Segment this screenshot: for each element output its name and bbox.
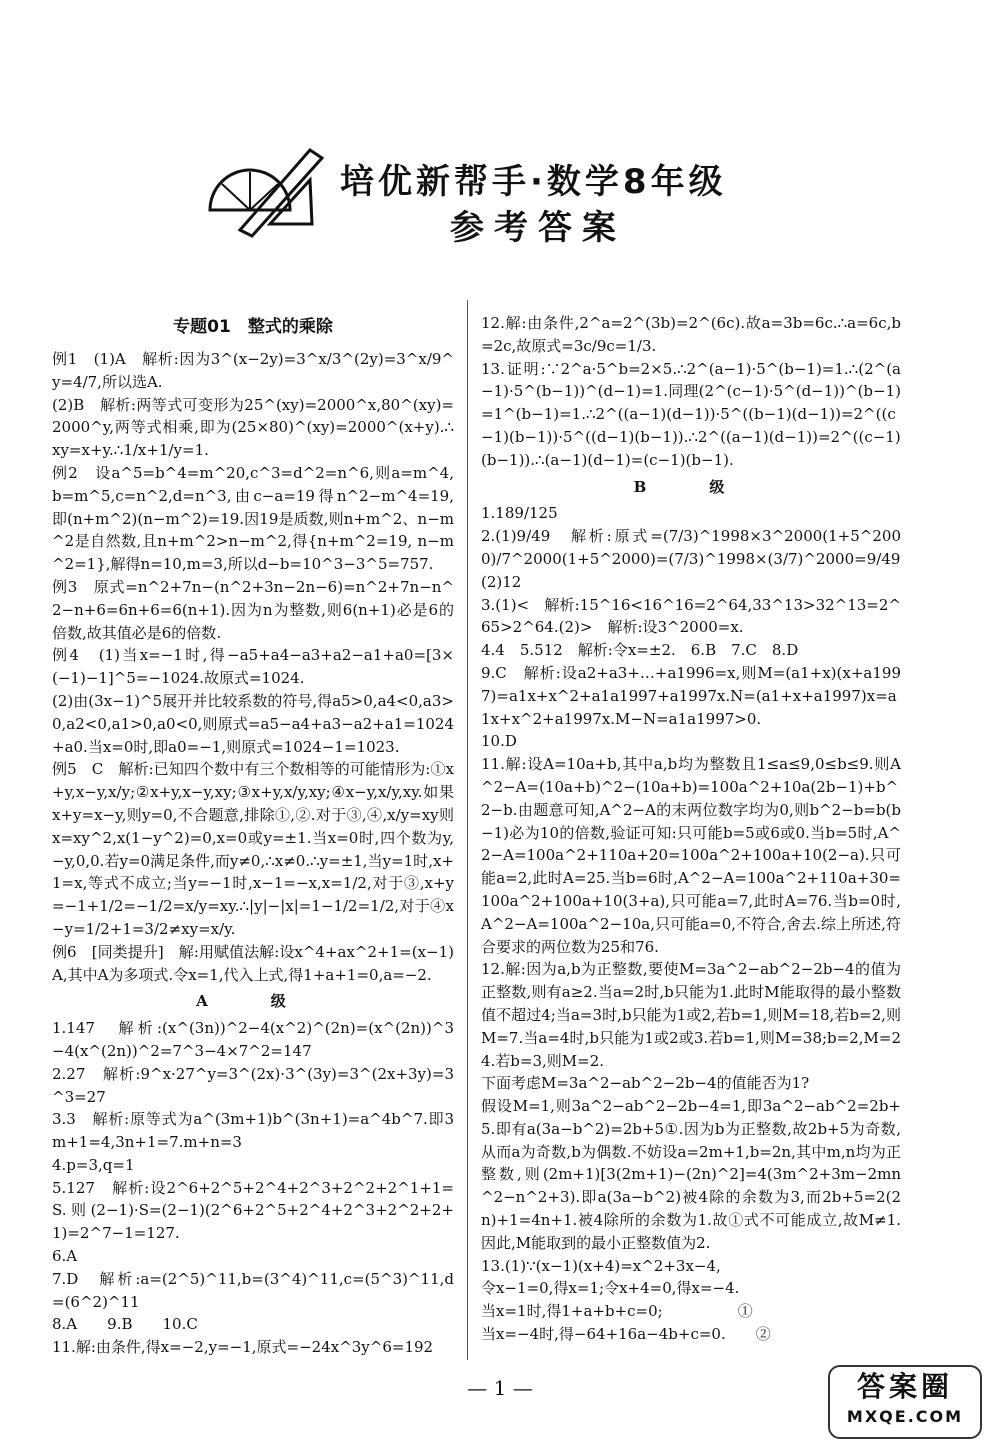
answer-paragraph: 例2 设a^5=b^4=m^20,c^3=d^2=n^6,则a=m^4,b=m^5,c=n^2,d=n^3,由c−a=19得n^2−m^4=19,即(n+m^2)(n−m^2)=19.因19是质数,则n+m^2、n−m^2是自然数,且n+m^2>n−m^2,得{n+m^2=19, n−m^2=1},解得n=10,m=3,所以d−b=10^3−3^5=757. xyxy=(52,463,454,574)
answer-paragraph: 令x−1=0,得x=1;令x+4=0,得x=−4. xyxy=(481,1279,740,1298)
answer-paragraph: 10.D xyxy=(481,732,517,751)
answer-paragraph: 12.解:因为a,b为正整数,要使M=3a^2−ab^2−2b−4的值为正整数,则有a≥2.当a=2时,b只能为1.此时M能取得的最小整数值不超过4;当a=3时,b只能为1或2,若b=1,则M=18,若b=2,则M=7.当a=4时,b只能为1或2或3.若b=1,则M=38;b=2,M=24.若b=3,则M=2. xyxy=(481,960,901,1070)
watermark-logo xyxy=(828,1365,982,1439)
answer-paragraph: 例5 C 解析:已知四个数中有三个数相等的可能情形为:①x+y,x−y,x/y;②x+y,x−y,xy;③x+y,x/y,xy;④x−y,x/y,xy.如果x+y=x−y,则y=0,不合题意,排除①,②.对于③,④,x/y=xy则x=xy^2,x(1−y^2)=0,x=0或y=±1.当x=0时,四个数为y,−y,0,0.若y=0满足条件,而y≠0,∴x≠0.∴y=±1,当y=1时,x+1=x,等式不成立;当y=−1时,x−1=−x,x=1/2,对于③,x+y=−1+1/2=−1/2=x/y=xy.∴|y|−|x|=1−1/2=1/2,对于④x−y=1/2+1=3/2≠xy=x/y. xyxy=(52,760,454,938)
answer-paragraph: 8.A 9.B 10.C xyxy=(52,1315,198,1334)
answer-paragraph: 当x=1时,得1+a+b+c=0; ① xyxy=(481,1302,753,1321)
answer-paragraph: 1.147 解析:(x^(3n))^2−4(x^2)^(2n)=(x^(2n))^3−4(x^(2n))^2=7^3−4×7^2=147 xyxy=(52,1019,454,1060)
watermark-url: MXQE.COM xyxy=(846,1407,964,1426)
answer-paragraph: 例6 [同类提升] 解:用赋值法解:设x^4+ax^2+1=(x−1)A,其中A为多项式.令x=1,代入上式,得1+a+1=0,a=−2. xyxy=(52,942,454,984)
answer-paragraph: 例3 原式=n^2+7n−(n^2+3n−2n−6)=n^2+7n−n^2−n+6=6n+6=6(n+1).因为n为整数,则6(n+1)必是6的倍数,故其值必是6的倍数. xyxy=(52,577,454,642)
answer-paragraph: 11.解:设A=10a+b,其中a,b均为整数且1≤a≤9,0≤b≤9.则A^2−A=(10a+b)^2−(10a+b)=100a^2+10a(2b−1)+b^2−b.由题意可知,A^2−A的末两位数字均为0,则b^2−b=b(b−1)必为10的倍数,验证可知:只可能b=5或6或0.当b=5时,A^2−A=100a^2+110a+20=100a^2+100a+10(2−a).只可能a=2,此时A=25.当b=6时,A^2−A=100a^2+110a+30=100a^2+100a+10(3+a),只可能a=7,此时A=76.当b=0时,A^2−A=100a^2−10a,只可能a=0,不符合,舍去.综上所述,符合要求的两位数为25和76. xyxy=(481,755,901,956)
book-title: 培优新帮手·数学8年级 xyxy=(340,162,727,202)
answer-paragraph: 1.189/125 xyxy=(481,504,558,523)
answer-key-title: 参考答案 xyxy=(450,208,626,248)
answer-paragraph: 例4 (1)当x=−1时,得−a5+a4−a3+a2−a1+a0=[3×(−1)−1]^5=−1024.故原式=1024. xyxy=(52,646,454,688)
answer-paragraph: 7.D 解析:a=(2^5)^11,b=(3^4)^11,c=(5^3)^11,d=(6^2)^11 xyxy=(52,1269,454,1311)
level-b-heading: B 级 xyxy=(633,477,749,496)
answer-paragraph: (2)由(3x−1)^5展开并比较系数的符号,得a5>0,a4<0,a3>0,a2<0,a1>0,a0<0,则原式=a5−a4+a3−a2+a1=1024+a0.当x=0时,即a0=−1,则原式=1024−1=1023. xyxy=(52,691,454,756)
column-divider xyxy=(467,300,468,1360)
answer-paragraph: 当x=−4时,得−64+16a−4b+c=0. ② xyxy=(481,1325,771,1344)
left-examples xyxy=(52,348,454,986)
answer-paragraph: 下面考虑M=3a^2−ab^2−2b−4的值能否为1? xyxy=(481,1074,810,1093)
geometry-tools-logo-icon xyxy=(200,140,330,240)
right-top-answers xyxy=(481,312,901,472)
answer-paragraph: 11.解:由条件,得x=−2,y=−1,原式=−24x^3y^6=192 xyxy=(52,1338,434,1357)
answer-paragraph: 3.(1)< 解析:15^16<16^16=2^64,33^13>32^13=2^65>2^64.(2)> 解析:设3^2000=x. xyxy=(481,595,901,637)
section-title: 专题01 整式的乘除 xyxy=(173,317,333,337)
page-number: — 1 — xyxy=(467,1376,533,1400)
level-a-answers xyxy=(52,1017,454,1359)
answer-paragraph: 13.证明:∵2^a·5^b=2×5.∴2^(a−1)·5^(b−1)=1.∴(2^(a−1)·5^(b−1))^(d−1)=1.同理(2^(c−1)·5^(d−1))^(b−1)=1^(b−1)=1.∴2^((a−1)(d−1))·5^((b−1)(d−1))=2^((c−1)(b−1))·5^((d−1)(b−1)).∴2^((a−1)(d−1))=2^((c−1)(b−1)).∴(a−1)(d−1)=(c−1)(b−1). xyxy=(481,359,901,469)
level-a-heading: A 级 xyxy=(196,992,310,1011)
answer-paragraph: 4.p=3,q=1 xyxy=(52,1155,135,1174)
answer-paragraph: 假设M=1,则3a^2−ab^2−2b−4=1,即3a^2−ab^2=2b+5.即有a(3a−b^2)=2b+5①.因为b为正整数,故2b+5为奇数,从而a为奇数,b为偶数.不妨设a=2m+1,b=2n,其中m,n均为正整数,则(2m+1)[3(2m+1)−(2n)^2]=4(3m^2+3m−2mn^2−n^2+3).即a(3a−b^2)被4除的余数为3,而2b+5=2(2n)+1=4n+1.被4除所的余数为1.故①式不可能成立,故M≠1.因此,M能取到的最小正整数值为2. xyxy=(481,1097,901,1252)
left-column xyxy=(52,312,454,1359)
answer-paragraph: 2.(1)9/49 解析:原式=(7/3)^1998×3^2000(1+5^2000)/7^2000(1+5^2000)=(7/3)^1998×(3/7)^2000=9/49 (2)12 xyxy=(481,527,916,591)
answer-paragraph: 2.27 解析:9^x·27^y=3^(2x)·3^(3y)=3^(2x+3y)=3^3=27 xyxy=(52,1064,454,1106)
answer-paragraph: 6.A xyxy=(52,1247,78,1266)
answer-paragraph: 3.3 解析:原等式为a^(3m+1)b^(3n+1)=a^4b^7.即3m+1=4,3n+1=7.m+n=3 xyxy=(52,1110,454,1152)
answer-paragraph: (2)B 解析:两等式可变形为25^(xy)=2000^x,80^(xy)=2000^y,两等式相乘,即为(25×80)^(xy)=2000^(x+y).∴xy=x+y.∴1/x+1/y=1. xyxy=(52,395,454,460)
level-b-answers xyxy=(481,502,916,1345)
answer-paragraph: 9.C 解析:设a2+a3+…+a1996=x,则M=(a1+x)(x+a1997)=a1x+x^2+a1a1997+a1997x.N=(a1+x+a1997)x=a1x+x^2+a1997x.M−N=a1a1997>0. xyxy=(481,663,901,728)
answer-paragraph: 5.127 解析:设2^6+2^5+2^4+2^3+2^2+2^1+1=S.则(2−1)·S=(2−1)(2^6+2^5+2^4+2^3+2^2+2+1)=2^7−1=127. xyxy=(52,1178,454,1243)
watermark-cn: 答案圈 xyxy=(856,1370,953,1403)
answer-paragraph: 12.解:由条件,2^a=2^(3b)=2^(6c).故a=3b=6c.∴a=6c,b=2c,故原式=3c/9c=1/3. xyxy=(481,314,901,355)
answer-paragraph: 例1 (1)A 解析:因为3^(x−2y)=3^x/3^(2y)=3^x/9^y=4/7,所以选A. xyxy=(52,350,454,391)
header xyxy=(200,140,800,260)
answer-paragraph: 4.4 5.512 解析:令x=±2. 6.B 7.C 8.D xyxy=(481,641,799,660)
answer-paragraph: 13.(1)∵(x−1)(x+4)=x^2+3x−4, xyxy=(481,1256,721,1275)
right-column xyxy=(481,312,916,1346)
